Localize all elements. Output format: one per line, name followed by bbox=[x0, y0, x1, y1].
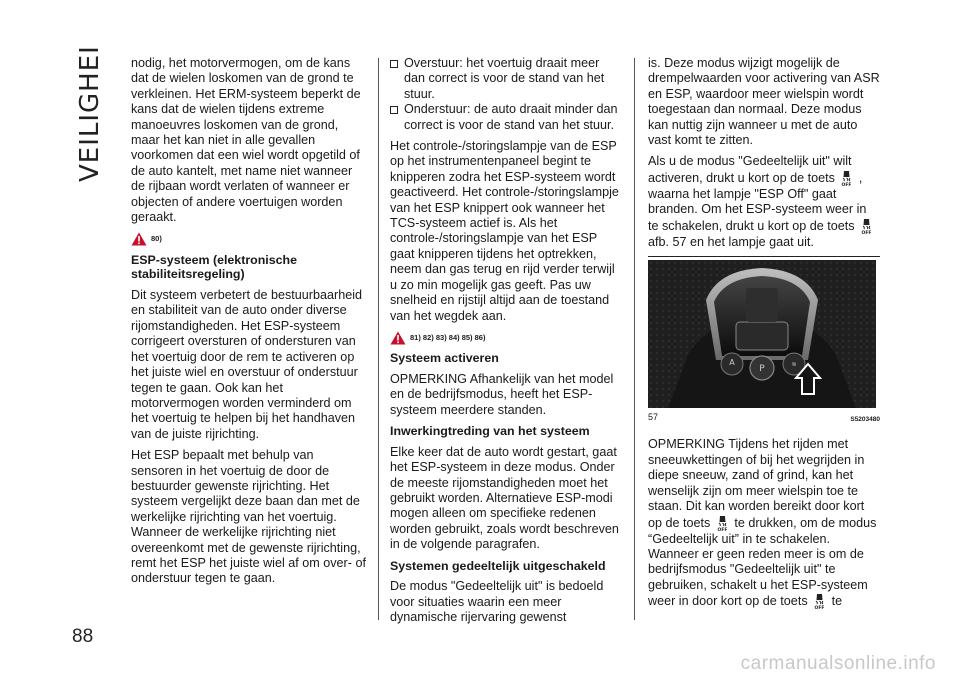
list-item bbox=[390, 102, 622, 133]
list-item-text: Overstuur: het voertuig draait meer dan correct is voor de stand van het stuur. bbox=[404, 56, 605, 101]
figure bbox=[648, 256, 880, 427]
figure-number: 57 bbox=[648, 412, 659, 423]
list-item bbox=[390, 56, 622, 102]
warning-triangle-icon bbox=[390, 331, 406, 345]
paragraph: Elke keer dat de auto wordt gestart, gaat het ESP-systeem in deze modus. Onder de meeste rijomstandigheden moet het gebruikt worden. Alternatieve ESP-modi mogen alleen om specifieke redenen worden gebruikt, zoals wordt beschreven in de volgende paragrafen. bbox=[390, 444, 619, 552]
svg-text:≋: ≋ bbox=[791, 361, 797, 369]
section-title bbox=[70, 48, 110, 188]
svg-text:OFF: OFF bbox=[814, 606, 825, 611]
column-1 bbox=[131, 56, 367, 593]
column-divider-2 bbox=[634, 58, 635, 620]
bullet-square-icon bbox=[390, 106, 398, 114]
paragraph: Het ESP bepaalt met behulp van sensoren in het voertuig de door de bestuurder gewenste rijrichting. Het systeem vergelijkt deze baan dan met de werkelijke rijrichting van het voertuig. Wanneer de werkelijke rijrichting niet overeenkomt met de gewenste rijrichting, remt het ESP het juiste wiel af om over- of onderstuur tegen te gaan. bbox=[131, 448, 366, 586]
esp-off-icon bbox=[716, 515, 729, 532]
text-span: te bbox=[831, 593, 843, 608]
paragraph: OPMERKING Afhankelijk van het model en de bedrijfsmodus, heeft het ESP-systeem meerdere standen. bbox=[390, 371, 614, 417]
dashboard-photo bbox=[648, 260, 876, 408]
column-divider-1 bbox=[378, 58, 379, 620]
esp-off-icon bbox=[813, 593, 826, 610]
subsection-heading: Systemen gedeeltelijk uitgeschakeld bbox=[390, 558, 606, 573]
text-span: te drukken, om de modus “Gedeeltelijk uit” in te schakelen. Wanneer er geen reden meer is om de bedrijfsmodus "Gedeeltelijk uit" te gebruiken, schakelt u het ESP-systeem weer in door kort op de toets bbox=[648, 515, 877, 608]
paragraph: nodig, het motorvermogen, om de kans dat de wielen loskomen van de grond te verkleinen. Het ERM-systeem beperkt de kans dat de wielen tijdens extreme manoeuvres loskomen van de grond, maar het kan niet in alle gevallen voorkomen dat een wiel wordt opgetild of de auto kantelt, met name niet wanneer de rijbaan wordt verlaten of wanneer er objecten of andere voertuigen worden geraakt. bbox=[131, 56, 361, 225]
subsection-heading: Inwerkingtreding van het systeem bbox=[390, 424, 590, 439]
text-span: afb. 57 en het lampje gaat uit. bbox=[648, 234, 814, 249]
warning-triangle-icon bbox=[131, 232, 147, 246]
paragraph: De modus "Gedeeltelijk uit" is bedoeld voor situaties waarin een meer dynamische rijervaring gewenst bbox=[390, 579, 604, 624]
text-span: OPMERKING Tijdens het rijden met sneeuwkettingen of bij het wegrijden in diepe sneeuw, zand of grind, kan het wenselijk zijn om meer wielspin toe te staan. Dit kan worden bereikt door kort op de toets bbox=[648, 437, 865, 530]
svg-text:OFF: OFF bbox=[841, 182, 852, 187]
warning-reference-numbers: 81) 82) 83) 84) 85) 86) bbox=[410, 332, 486, 342]
paragraph bbox=[648, 437, 880, 610]
paragraph: Het controle-/storingslampje van de ESP op het instrumentenpaneel begint te knipperen zodra het ESP-systeem wordt geactiveerd. Het controle-/storingslampje van het ESP knippert ook wanneer het TCS-systeem actief is. Als het controle-/storingslampje van het ESP gaat knipperen tijdens het optrekken, neem dan gas terug en rijd verder terwijl u zo min mogelijk gas geeft. Pas uw snelheid en rijstijl altijd aan de toestand van het wegdek aan. bbox=[390, 139, 619, 323]
svg-text:P: P bbox=[759, 364, 765, 375]
watermark: carmanualsonline.info bbox=[740, 653, 936, 674]
warning-reference-number: 80) bbox=[151, 234, 162, 244]
text-span: Als u de modus "Gedeeltelijk uit" wilt activeren, drukt u kort op de toets bbox=[648, 154, 852, 185]
text-span: , waarna het lampje "ESP Off" gaat branden. Om het ESP-systeem weer in te schakelen, drukt u kort op de toets bbox=[648, 170, 867, 233]
warning-reference bbox=[390, 330, 622, 345]
figure-caption bbox=[648, 410, 880, 427]
paragraph bbox=[648, 154, 880, 250]
section-heading: ESP-systeem (elektronische stabiliteitsregeling) bbox=[131, 252, 297, 282]
svg-text:OFF: OFF bbox=[861, 230, 872, 235]
section-title-text: VEILIGHEID bbox=[75, 48, 105, 182]
figure-code: S5203480 bbox=[850, 416, 880, 424]
svg-text:OFF: OFF bbox=[717, 527, 728, 532]
bullet-square-icon bbox=[390, 60, 398, 68]
warning-reference bbox=[131, 231, 367, 246]
column-3 bbox=[648, 56, 880, 616]
paragraph: Dit systeem verbetert de bestuurbaarheid en stabiliteit van de auto onder diverse rijomstandigheden. Het ESP-systeem corrigeert oversturen of ondersturen van het voertuig door de rem te activeren op het juiste wiel en overstuur of onderstuur tegen te gaan. Ook kan het motorvermogen worden verminderd om het voertuig te helpen bij het handhaven van de juiste rijrichting. bbox=[131, 288, 363, 441]
svg-text:A: A bbox=[729, 358, 735, 368]
center-console-illustration bbox=[648, 260, 876, 408]
esp-off-icon bbox=[860, 218, 873, 235]
figure-rule bbox=[648, 256, 880, 257]
paragraph: is. Deze modus wijzigt mogelijk de drempelwaarden voor activering van ASR en ESP, waardoor meer wielspin wordt toegestaan dan normaal. Deze modus kan nuttig zijn wanneer u met de auto vast komt te zitten. bbox=[648, 56, 880, 148]
column-2 bbox=[390, 56, 622, 631]
page-number: 88 bbox=[72, 626, 94, 647]
section-heading: Systeem activeren bbox=[390, 351, 499, 366]
list-item-text: Onderstuur: de auto draait minder dan correct is voor de stand van het stuur. bbox=[404, 102, 618, 132]
esp-off-icon bbox=[840, 170, 853, 187]
